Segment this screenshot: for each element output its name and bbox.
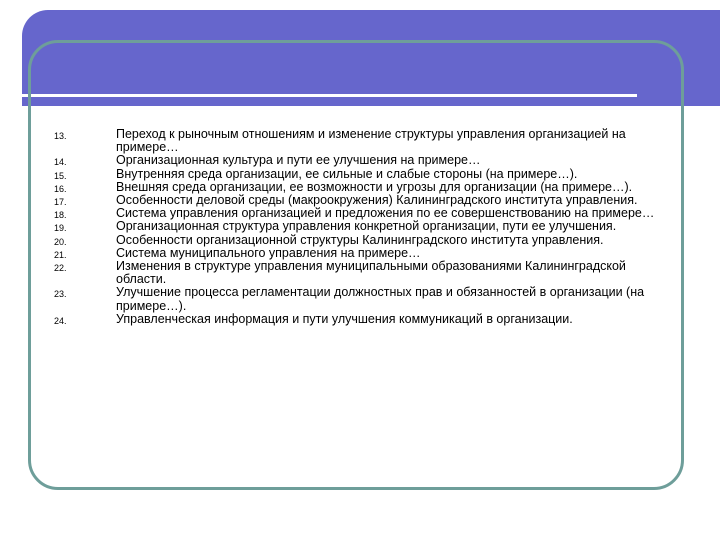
item-text: Система управления организацией и предложения по ее совершенствованию на примере… <box>116 206 655 221</box>
item-text: Особенности деловой среды (макроокружения) Калининградского института управления. <box>116 193 638 208</box>
item-number: 16. <box>54 183 67 194</box>
item-number: 17. <box>54 197 67 208</box>
item-text: Переход к рыночным отношениям и изменение структуры управления организацией на примере… <box>116 127 626 155</box>
item-text: Организационная структура управления конкретной организации, пути ее улучшения. <box>116 219 617 234</box>
item-text: Особенности организационной структуры Калининградского института управления. <box>116 232 604 247</box>
item-text: Система муниципального управления на примере… <box>116 245 421 260</box>
item-number: 13. <box>54 131 67 141</box>
item-number: 23. <box>54 289 67 300</box>
list-item <box>54 260 664 286</box>
item-number: 19. <box>54 223 67 234</box>
item-number: 20. <box>54 236 67 247</box>
item-text: Внешняя среда организации, ее возможности и угрозы для организации (на примере…). <box>116 179 633 194</box>
item-number: 15. <box>54 170 67 181</box>
item-number: 14. <box>54 157 67 168</box>
item-text: Улучшение процесса регламентации должностных прав и обязанностей в организации (на примере…). <box>116 285 645 313</box>
topic-list <box>54 128 664 326</box>
item-text: Управленческая информация и пути улучшения коммуникаций в организации. <box>116 311 573 326</box>
list-item <box>54 128 664 154</box>
item-number: 21. <box>54 249 67 260</box>
item-text: Внутренняя среда организации, ее сильные и слабые стороны (на примере…). <box>116 166 578 181</box>
item-number: 18. <box>54 210 67 221</box>
item-text: Организационная культура и пути ее улучшения на примере… <box>116 153 481 168</box>
list-item <box>54 286 664 312</box>
item-number: 22. <box>54 263 67 274</box>
item-number: 24. <box>54 315 67 326</box>
list-item <box>54 313 664 326</box>
item-text: Изменения в структуре управления муниципальными образованиями Калининградской области. <box>116 259 626 287</box>
